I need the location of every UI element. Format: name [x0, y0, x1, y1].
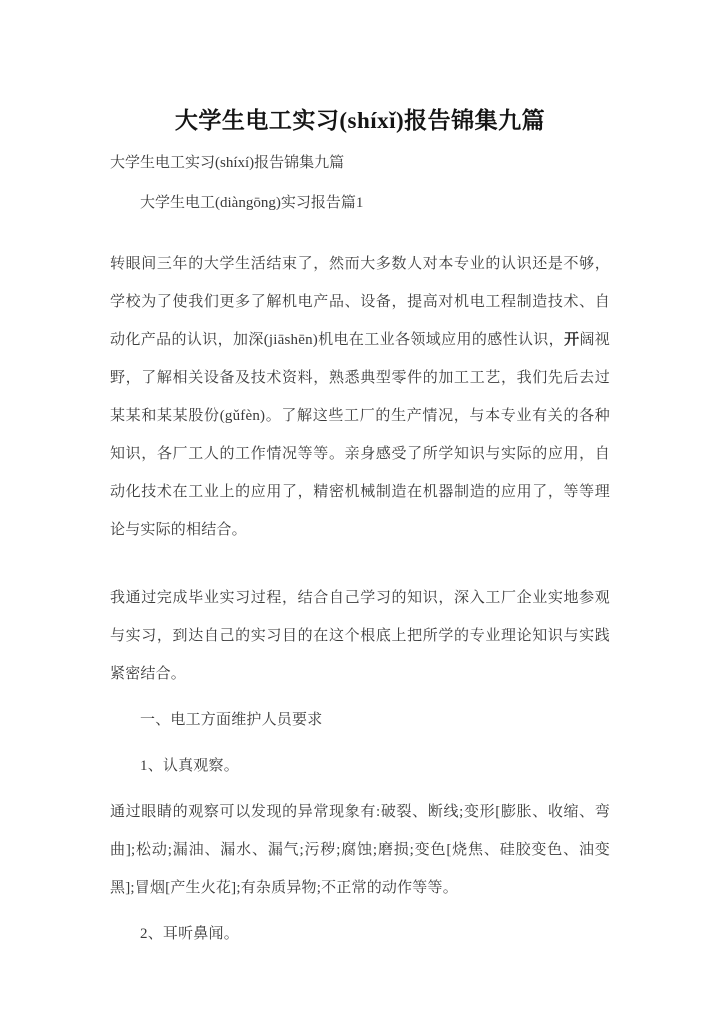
paragraph-internship-overview-end: 阔视野，了解相关设备及技术资料，熟悉典型零件的加工工艺，我们先后去过某某和某某股份(gǔfèn)。了解这些工厂的生产情况，与本专业有关的各种知识，各厂工人的工作情况等等。亲身感受了所学知识与实际的应用，自动化技术在工业上的应用了，精密机械制造在机器制造的应用了，等等理论与实际的相结合。	[110, 332, 611, 538]
list-heading-electrician-maintenance-requirements: 一、电工方面维护人员要求	[140, 712, 323, 728]
document-subtitle: 大学生电工实习(shíxí)报告锦集九篇	[110, 155, 345, 171]
bold-character-kai: 开	[564, 332, 580, 348]
section-heading-report-1: 大学生电工(diàngōng)实习报告篇1	[140, 195, 364, 211]
list-item-1-careful-observation: 1、认真观察。	[140, 758, 239, 774]
paragraph-internship-overview-start: 转眼间三年的大学生活结束了，然而大多数人对本专业的认识还是不够，学校为了使我们更多了解机电产品、设备，提高对机电工程制造技术、自动化产品的认识，加深(jiāshēn)机电在工业各领域应用的感性认识，	[110, 256, 610, 348]
paragraph-internship-overview	[110, 245, 610, 549]
document-title: 大学生电工实习(shíxǐ)报告锦集九篇	[174, 108, 546, 133]
paragraph-observation-abnormalities: 通过眼睛的观察可以发现的异常现象有:破裂、断线;变形[膨胀、收缩、弯曲];松动;漏油、漏水、漏气;污秽;腐蚀;磨损;变色[烧焦、硅胶变色、油变黑];冒烟[产生火花];有杂质异物;不正常的动作等等。	[110, 804, 610, 896]
list-item-2-listen-and-smell: 2、耳听鼻闻。	[140, 926, 239, 942]
paragraph-internship-goal: 我通过完成毕业实习过程，结合自己学习的知识，深入工厂企业实地参观与实习，到达自己的实习目的在这个根底上把所学的专业理论知识与实践紧密结合。	[110, 590, 610, 682]
